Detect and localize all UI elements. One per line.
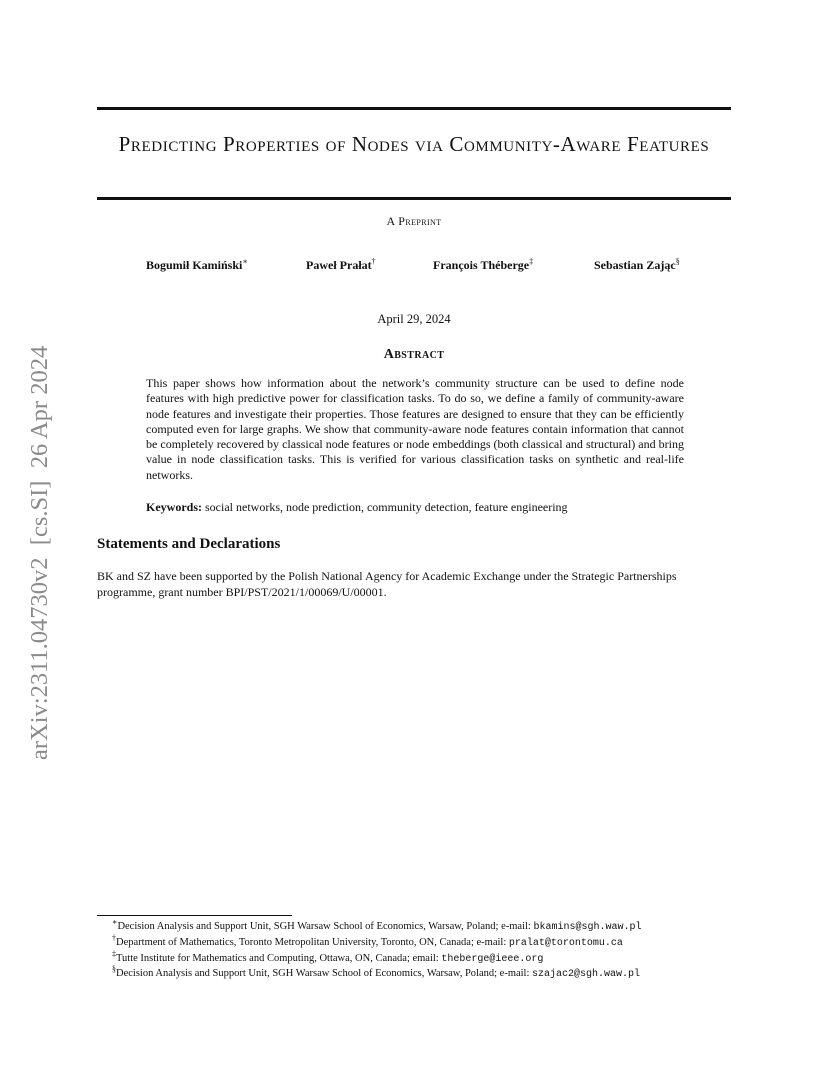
author-theberge: François Théberge‡ <box>433 257 534 272</box>
footnote-3-email: theberge@ieee.org <box>441 953 544 965</box>
footnotes <box>112 917 752 983</box>
arxiv-stamp: arXiv:2311.04730v2 [cs.SI] 26 Apr 2024 <box>26 345 53 760</box>
abstract-text: This paper shows how information about the network’s community structure can be used to define node features with high predictive power for classification tasks. To do so, we define a family of community-aware node features and investigate their properties. Those features are designed to ensure that they can be efficiently computed even for large graphs. We show that community-aware node features contain information that cannot be completely recovered by classical node features or node embeddings (both classical and structural) and bring value in node classification tasks. This is verified for various classification tasks on synthetic and real-life networks. <box>146 376 684 482</box>
paper-title: Predicting Properties of Nodes via Community-Aware Features <box>118 132 710 156</box>
author-zajac: Sebastian Zając§ <box>594 257 680 272</box>
author-pralat: Paweł Prałat† <box>306 257 376 272</box>
footnote-2: †Department of Mathematics, Toronto Metropolitan University, Toronto, ON, Canada; e-mail: pralat@torontomu.ca <box>112 933 623 949</box>
top-rule <box>97 107 731 110</box>
footnote-rule <box>97 915 292 916</box>
footnote-4-email: szajac2@sgh.waw.pl <box>532 969 641 981</box>
footnote-1-email: bkamins@sgh.waw.pl <box>533 922 642 933</box>
footnote-1: ∗Decision Analysis and Support Unit, SGH Warsaw School of Economics, Warsaw, Poland; e-mail: bkamins@sgh.waw.pl <box>112 917 642 933</box>
author-kaminski: Bogumił Kamiński∗ <box>146 257 248 272</box>
title-bottom-rule <box>97 197 731 200</box>
section-heading: Statements and Declarations <box>97 536 281 552</box>
keywords-line <box>146 500 686 515</box>
footnote-4: §Decision Analysis and Support Unit, SGH Warsaw School of Economics, Warsaw, Poland; e-mail: szajac2@sgh.waw.pl <box>112 964 641 981</box>
paper-date: April 29, 2024 <box>377 312 451 326</box>
section-text: BK and SZ have been supported by the Polish National Agency for Academic Exchange under the Strategic Partnerships programme, grant number BPI/PST/2021/1/00069/U/00001. <box>97 569 677 599</box>
footnote-3: ‡Tutte Institute for Mathematics and Computing, Ottawa, ON, Canada; email: theberge@ieee.org <box>112 949 544 965</box>
keywords-text: social networks, node prediction, community detection, feature engineering <box>205 500 568 514</box>
keywords-label: Keywords: <box>146 500 202 514</box>
footnote-2-email: pralat@torontomu.ca <box>508 937 623 949</box>
preprint-label: A Preprint <box>386 214 442 228</box>
abstract-heading: Abstract <box>383 347 445 362</box>
